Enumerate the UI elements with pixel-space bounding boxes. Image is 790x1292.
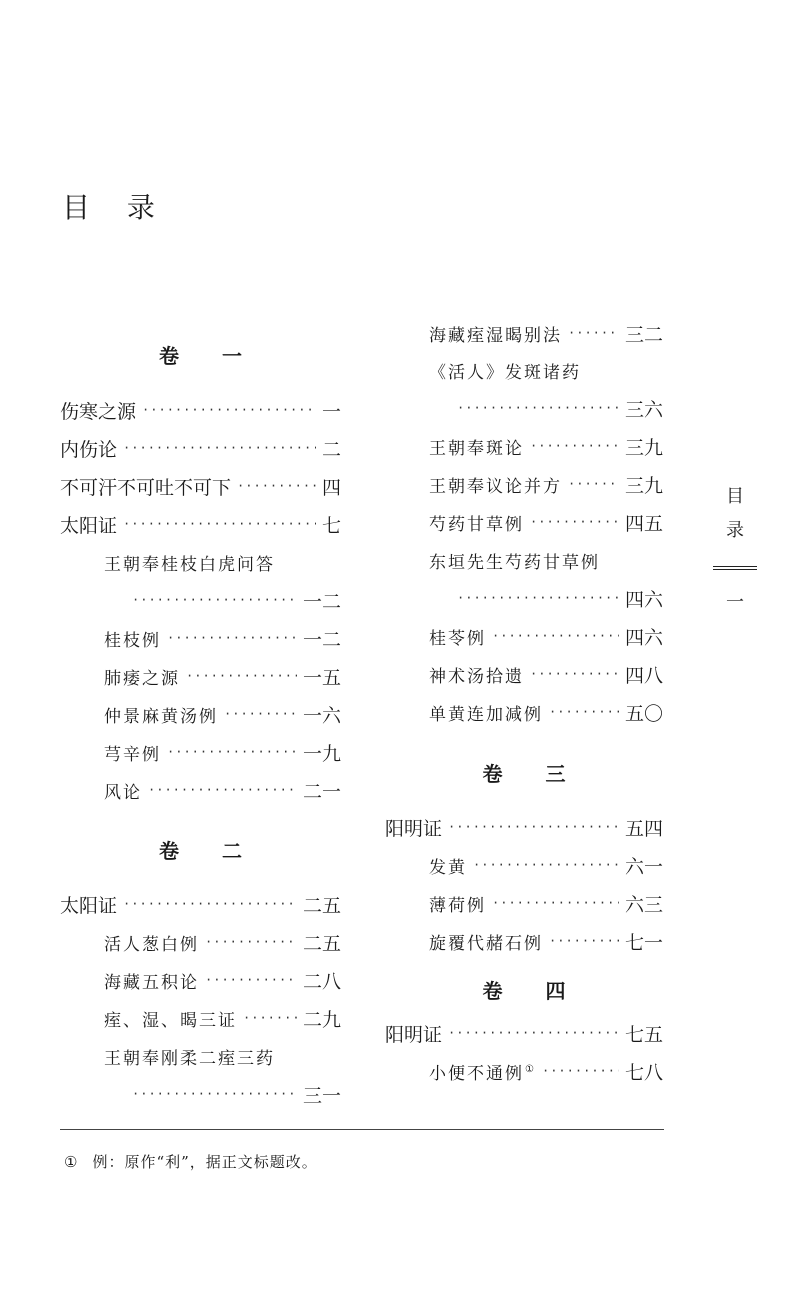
toc-entry-title: 王朝奉刚柔二痓三药: [104, 1048, 275, 1069]
leader-dots: [568, 471, 619, 497]
toc-entry-title: 芎辛例: [104, 744, 161, 765]
footnote-text: 例：原作“利”，据正文标题改。: [92, 1153, 318, 1171]
leader-dots: [186, 663, 297, 689]
toc-entry-page: 六三: [624, 893, 663, 916]
toc-entry[interactable]: [429, 890, 663, 916]
toc-entry[interactable]: [104, 777, 341, 803]
toc-entry-page: 三二: [624, 323, 663, 346]
toc-entry-title: 单黄连加减例: [429, 704, 543, 725]
leader-dots: [492, 890, 619, 916]
leader-dots: [549, 699, 619, 725]
toc-entry-title: 阳明证: [385, 817, 443, 840]
toc-entry-page: 四五: [624, 512, 663, 535]
side-tab-char: 目: [726, 486, 744, 507]
toc-entry-title: 东垣先生芍药甘草例: [429, 552, 600, 573]
toc-entry-page: 二八: [302, 970, 341, 993]
toc-entry-page: 四: [321, 476, 341, 499]
toc-entry[interactable]: [60, 397, 341, 423]
toc-entry[interactable]: [429, 547, 663, 573]
leader-dots: [530, 433, 619, 459]
toc-entry-title: 内伤论: [60, 438, 118, 461]
toc-entry-title: 痓、湿、暍三证: [104, 1010, 237, 1031]
toc-entry-page: 七五: [624, 1023, 663, 1046]
leader-dots: [205, 967, 297, 993]
toc-entry-page: 六一: [624, 855, 663, 878]
toc-entry[interactable]: [429, 1058, 663, 1084]
page-number: 一: [726, 592, 744, 613]
toc-entry-page: 三六: [624, 398, 663, 421]
volume-heading-1: 卷 一: [159, 344, 260, 368]
toc-entry-continuation[interactable]: [104, 1081, 341, 1107]
toc-entry-page: 三九: [624, 436, 663, 459]
toc-entry-page: 七八: [624, 1061, 663, 1084]
toc-entry[interactable]: [104, 663, 341, 689]
leader-dots: [148, 777, 297, 803]
toc-entry-page: 一二: [302, 590, 341, 613]
toc-entry-title: 芍药甘草例: [429, 514, 524, 535]
toc-entry-title: 薄荷例: [429, 895, 486, 916]
footnote-reference[interactable]: ①: [525, 1063, 536, 1075]
side-tab-char: 录: [726, 520, 744, 541]
toc-entry-continuation[interactable]: [429, 585, 663, 611]
toc-entry-page: 五四: [624, 817, 663, 840]
toc-entry-page: 三九: [624, 474, 663, 497]
leader-dots: [167, 739, 297, 765]
leader-dots: [205, 929, 297, 955]
toc-entry[interactable]: [104, 1005, 341, 1031]
toc-entry[interactable]: [429, 471, 663, 497]
leader-dots: [457, 585, 619, 611]
toc-entry[interactable]: [60, 435, 341, 461]
toc-entry-title: 桂枝例: [104, 630, 161, 651]
toc-entry-title: 海藏痓湿暍别法: [429, 325, 562, 346]
toc-entry-page: 四六: [624, 588, 663, 611]
volume-heading-2: 卷 二: [159, 839, 260, 863]
toc-entry-continuation[interactable]: [429, 395, 663, 421]
leader-dots: [568, 320, 619, 346]
toc-entry-title: 仲景麻黄汤例: [104, 706, 218, 727]
footnote-divider: [60, 1129, 664, 1130]
leader-dots: [457, 395, 619, 421]
toc-entry-page: 四八: [624, 664, 663, 687]
toc-entry[interactable]: [429, 928, 663, 954]
toc-entry[interactable]: [104, 739, 341, 765]
leader-dots: [237, 473, 316, 499]
toc-entry[interactable]: [429, 661, 663, 687]
volume-heading-4: 卷 四: [482, 979, 584, 1003]
toc-entry[interactable]: [60, 891, 341, 917]
toc-entry-title: 太阳证: [60, 514, 118, 537]
toc-entry-title: 小便不通例①: [429, 1063, 536, 1084]
toc-entry-title: 王朝奉斑论: [429, 438, 524, 459]
toc-entry-title: 不可汗不可吐不可下: [60, 476, 232, 499]
toc-entry-page: 一二: [302, 628, 341, 651]
toc-entry-title: 风论: [104, 782, 142, 803]
toc-entry-title: 太阳证: [60, 894, 118, 917]
toc-entry-page: 五〇: [624, 702, 663, 725]
toc-entry[interactable]: [429, 852, 663, 878]
leader-dots: [448, 1020, 619, 1046]
toc-entry[interactable]: [429, 509, 663, 535]
toc-entry[interactable]: [385, 814, 663, 840]
toc-entry[interactable]: [104, 1043, 341, 1069]
leader-dots: [123, 435, 316, 461]
toc-entry-page: 二一: [302, 780, 341, 803]
leader-dots: [123, 511, 316, 537]
toc-entry-title: 活人葱白例: [104, 934, 199, 955]
toc-entry-title: 海藏五积论: [104, 972, 199, 993]
toc-entry-title: 阳明证: [385, 1023, 443, 1046]
leader-dots: [132, 1081, 297, 1107]
side-section-tab: [712, 480, 758, 618]
toc-entry[interactable]: [104, 701, 341, 727]
toc-entry-page: 二五: [302, 894, 341, 917]
leader-dots: [243, 1005, 297, 1031]
leader-dots: [530, 509, 619, 535]
toc-entry[interactable]: [385, 1020, 663, 1046]
toc-entry[interactable]: [429, 623, 663, 649]
toc-entry-page: 四六: [624, 626, 663, 649]
toc-entry-title: 肺痿之源: [104, 668, 180, 689]
toc-entry-continuation[interactable]: [104, 587, 341, 613]
footnote: [64, 1151, 318, 1172]
leader-dots: [530, 661, 619, 687]
toc-entry-title: 神术汤拾遗: [429, 666, 524, 687]
toc-entry[interactable]: [104, 929, 341, 955]
toc-entry[interactable]: [60, 473, 341, 499]
leader-dots: [123, 891, 297, 917]
leader-dots: [142, 397, 316, 423]
leader-dots: [132, 587, 297, 613]
toc-entry-title: 伤寒之源: [60, 400, 137, 423]
leader-dots: [549, 928, 619, 954]
toc-entry[interactable]: [104, 625, 341, 651]
toc-entry-title: 旋覆代赭石例: [429, 933, 543, 954]
side-tab-rule: [713, 569, 757, 570]
footnote-mark: ①: [64, 1153, 79, 1171]
toc-entry-title: 王朝奉议论并方: [429, 476, 562, 497]
leader-dots: [167, 625, 297, 651]
toc-entry[interactable]: [60, 511, 341, 537]
toc-entry-page: 七: [321, 514, 341, 537]
toc-entry[interactable]: [429, 320, 663, 346]
toc-entry-title: 桂苓例: [429, 628, 486, 649]
toc-entry-page: 一六: [302, 704, 341, 727]
toc-entry-title: 发黄: [429, 857, 467, 878]
toc-entry-page: 一五: [302, 666, 341, 689]
toc-entry-page: 二九: [302, 1008, 341, 1031]
toc-entry[interactable]: [429, 699, 663, 725]
leader-dots: [492, 623, 619, 649]
toc-entry-page: 一九: [302, 742, 341, 765]
leader-dots: [542, 1058, 619, 1084]
page-title: 目 录: [62, 191, 169, 224]
leader-dots: [473, 852, 619, 878]
volume-heading-3: 卷 三: [482, 762, 584, 786]
toc-entry-page: 七一: [624, 931, 663, 954]
toc-entry-page: 二: [321, 438, 341, 461]
toc-entry-page: 二五: [302, 932, 341, 955]
toc-entry[interactable]: [104, 967, 341, 993]
toc-entry[interactable]: [104, 549, 341, 575]
leader-dots: [448, 814, 619, 840]
leader-dots: [224, 701, 297, 727]
toc-entry-page: 三一: [302, 1084, 341, 1107]
toc-entry[interactable]: [429, 357, 663, 383]
toc-entry[interactable]: [429, 433, 663, 459]
side-tab-rule: [713, 566, 757, 567]
toc-entry-title: 王朝奉桂枝白虎问答: [104, 554, 275, 575]
toc-entry-title: 《活人》发斑诸药: [429, 362, 581, 383]
toc-entry-page: 一: [321, 400, 341, 423]
